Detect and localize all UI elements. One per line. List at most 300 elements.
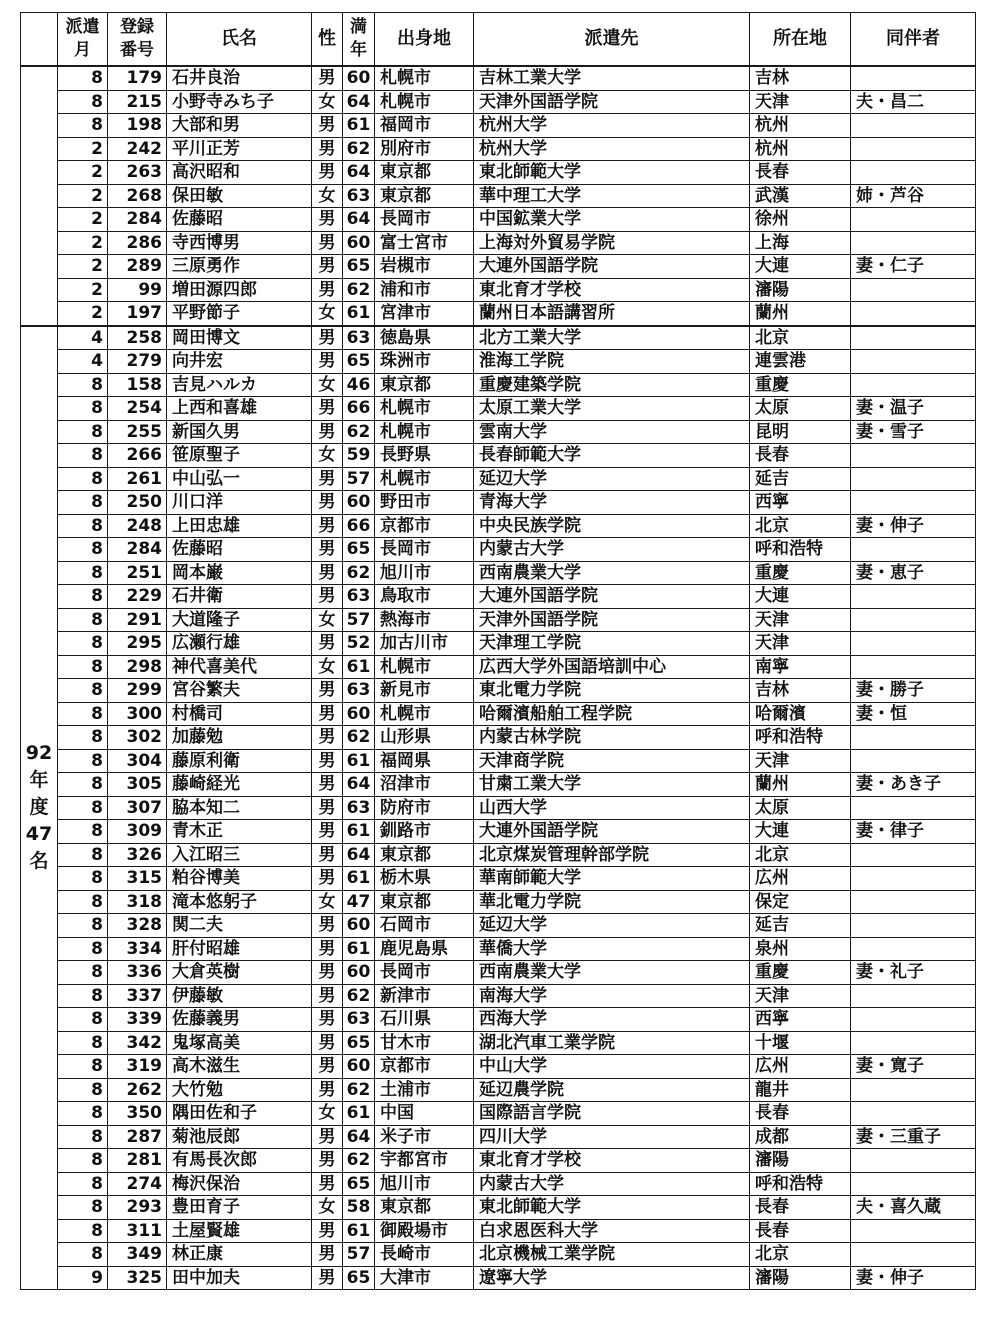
month-cell: 8: [58, 702, 108, 726]
month-cell: 8: [58, 373, 108, 397]
name-cell: 滝本悠躬子: [167, 890, 312, 914]
age-cell: 64: [343, 843, 375, 867]
age-cell: 57: [343, 608, 375, 632]
registration-number-cell: 268: [108, 184, 167, 208]
companion-cell: 妻・雪子: [851, 420, 976, 444]
age-cell: 47: [343, 890, 375, 914]
month-cell: 8: [58, 1196, 108, 1220]
name-cell: 広瀬行雄: [167, 632, 312, 656]
location-cell: 長春: [750, 1102, 851, 1126]
origin-cell: 新見市: [375, 679, 474, 703]
sex-cell: 男: [312, 231, 343, 255]
name-cell: 新国久男: [167, 420, 312, 444]
registration-number-cell: 262: [108, 1078, 167, 1102]
origin-cell: 沼津市: [375, 773, 474, 797]
age-cell: 63: [343, 184, 375, 208]
destination-cell: 延辺大学: [474, 467, 750, 491]
registration-number-cell: 319: [108, 1055, 167, 1079]
name-cell: 向井宏: [167, 350, 312, 374]
month-cell: 2: [58, 231, 108, 255]
name-cell: 保田敏: [167, 184, 312, 208]
sex-cell: 男: [312, 1219, 343, 1243]
destination-cell: 太原工業大学: [474, 397, 750, 421]
destination-cell: 北京機械工業学院: [474, 1243, 750, 1267]
origin-cell: 徳島県: [375, 326, 474, 350]
table-row: [21, 1102, 976, 1126]
location-cell: 西寧: [750, 491, 851, 515]
registration-number-cell: 248: [108, 514, 167, 538]
origin-cell: 札幌市: [375, 397, 474, 421]
registration-number-cell: 342: [108, 1031, 167, 1055]
companion-cell: 妻・勝子: [851, 679, 976, 703]
destination-cell: 大連外国語学院: [474, 820, 750, 844]
origin-cell: 宮津市: [375, 302, 474, 326]
header-age-line-1: 満: [350, 17, 367, 37]
table-row: [21, 1219, 976, 1243]
age-cell: 62: [343, 1078, 375, 1102]
age-cell: 46: [343, 373, 375, 397]
sex-cell: 男: [312, 1125, 343, 1149]
registration-number-cell: 315: [108, 867, 167, 891]
name-cell: 岡本巌: [167, 561, 312, 585]
origin-cell: 福岡市: [375, 114, 474, 138]
origin-cell: 珠洲市: [375, 350, 474, 374]
location-cell: 天津: [750, 984, 851, 1008]
sex-cell: 男: [312, 749, 343, 773]
month-cell: 8: [58, 914, 108, 938]
destination-cell: 上海対外貿易学院: [474, 231, 750, 255]
sex-cell: 男: [312, 350, 343, 374]
header-sex: 性: [312, 13, 343, 67]
location-cell: 瀋陽: [750, 278, 851, 302]
location-cell: 瀋陽: [750, 1149, 851, 1173]
sex-cell: 男: [312, 1008, 343, 1032]
month-cell: 8: [58, 961, 108, 985]
table-row: [21, 491, 976, 515]
location-cell: 龍井: [750, 1078, 851, 1102]
companion-cell: 妻・三重子: [851, 1125, 976, 1149]
month-cell: 2: [58, 278, 108, 302]
table-row: [21, 702, 976, 726]
name-cell: 上田忠雄: [167, 514, 312, 538]
name-cell: 吉見ハルカ: [167, 373, 312, 397]
month-cell: 2: [58, 184, 108, 208]
companion-cell: 妻・伸子: [851, 514, 976, 538]
registration-number-cell: 197: [108, 302, 167, 326]
table-row: [21, 1266, 976, 1290]
origin-cell: 加古川市: [375, 632, 474, 656]
origin-cell: 新津市: [375, 984, 474, 1008]
name-cell: 藤崎経光: [167, 773, 312, 797]
location-cell: 連雲港: [750, 350, 851, 374]
location-cell: 重慶: [750, 561, 851, 585]
origin-cell: 長野県: [375, 444, 474, 468]
month-cell: 8: [58, 843, 108, 867]
destination-cell: 山西大学: [474, 796, 750, 820]
location-cell: 南寧: [750, 655, 851, 679]
month-cell: 8: [58, 608, 108, 632]
header-destination: 派遣先: [474, 13, 750, 67]
month-cell: 8: [58, 1008, 108, 1032]
name-cell: 増田源四郎: [167, 278, 312, 302]
location-cell: 徐州: [750, 208, 851, 232]
month-cell: 8: [58, 114, 108, 138]
month-cell: 8: [58, 491, 108, 515]
age-cell: 62: [343, 561, 375, 585]
table-row: [21, 984, 976, 1008]
origin-cell: 野田市: [375, 491, 474, 515]
table-row: [21, 1125, 976, 1149]
registration-number-cell: 309: [108, 820, 167, 844]
month-cell: 8: [58, 420, 108, 444]
month-cell: 8: [58, 561, 108, 585]
age-cell: 57: [343, 467, 375, 491]
name-cell: 田中加夫: [167, 1266, 312, 1290]
location-cell: 呼和浩特: [750, 1172, 851, 1196]
sex-cell: 男: [312, 937, 343, 961]
table-row: [21, 161, 976, 185]
age-cell: 60: [343, 961, 375, 985]
name-cell: 宮谷繁夫: [167, 679, 312, 703]
name-cell: 村橋司: [167, 702, 312, 726]
month-cell: 8: [58, 66, 108, 90]
registration-number-cell: 336: [108, 961, 167, 985]
table-row: [21, 1172, 976, 1196]
destination-cell: 延辺農学院: [474, 1078, 750, 1102]
sex-cell: 男: [312, 278, 343, 302]
age-cell: 60: [343, 1055, 375, 1079]
location-cell: 北京: [750, 326, 851, 350]
table-row: [21, 255, 976, 279]
companion-cell: [851, 208, 976, 232]
location-cell: 長春: [750, 161, 851, 185]
destination-cell: 北方工業大学: [474, 326, 750, 350]
destination-cell: 哈爾濱船舶工程学院: [474, 702, 750, 726]
destination-cell: 杭州大学: [474, 114, 750, 138]
companion-cell: [851, 1219, 976, 1243]
location-cell: 昆明: [750, 420, 851, 444]
header-reg-no-line-2: 番号: [120, 40, 154, 60]
destination-cell: 天津理工学院: [474, 632, 750, 656]
registration-number-cell: 242: [108, 137, 167, 161]
location-cell: 武漢: [750, 184, 851, 208]
header-reg-no: [108, 13, 167, 67]
name-cell: 佐藤義男: [167, 1008, 312, 1032]
age-cell: 66: [343, 397, 375, 421]
age-cell: 60: [343, 914, 375, 938]
table-row: [21, 231, 976, 255]
companion-cell: 妻・寛子: [851, 1055, 976, 1079]
sex-cell: 男: [312, 208, 343, 232]
destination-cell: 華中理工大学: [474, 184, 750, 208]
destination-cell: 南海大学: [474, 984, 750, 1008]
registration-number-cell: 289: [108, 255, 167, 279]
sex-cell: 男: [312, 702, 343, 726]
table-row: [21, 326, 976, 350]
registration-number-cell: 99: [108, 278, 167, 302]
sex-cell: 女: [312, 444, 343, 468]
name-cell: 高沢昭和: [167, 161, 312, 185]
table-row: [21, 937, 976, 961]
origin-cell: 長岡市: [375, 538, 474, 562]
month-cell: 8: [58, 773, 108, 797]
month-cell: 8: [58, 1172, 108, 1196]
month-cell: 8: [58, 632, 108, 656]
origin-cell: 札幌市: [375, 66, 474, 90]
name-cell: 粕谷博美: [167, 867, 312, 891]
companion-cell: [851, 1031, 976, 1055]
destination-cell: 東北師範大学: [474, 1196, 750, 1220]
origin-cell: 札幌市: [375, 420, 474, 444]
name-cell: 加藤勉: [167, 726, 312, 750]
header-month-line-1: 派遣: [65, 17, 100, 37]
month-cell: 4: [58, 350, 108, 374]
location-cell: 大連: [750, 820, 851, 844]
name-cell: 梅沢保治: [167, 1172, 312, 1196]
location-cell: 広州: [750, 867, 851, 891]
age-cell: 61: [343, 867, 375, 891]
age-cell: 63: [343, 585, 375, 609]
sex-cell: 男: [312, 1266, 343, 1290]
location-cell: 重慶: [750, 373, 851, 397]
companion-cell: [851, 467, 976, 491]
location-cell: 長春: [750, 444, 851, 468]
destination-cell: 広西大学外国語培訓中心: [474, 655, 750, 679]
month-cell: 8: [58, 749, 108, 773]
companion-cell: [851, 1008, 976, 1032]
registration-number-cell: 179: [108, 66, 167, 90]
companion-cell: [851, 278, 976, 302]
origin-cell: 防府市: [375, 796, 474, 820]
name-cell: 藤原利衛: [167, 749, 312, 773]
companion-cell: [851, 1149, 976, 1173]
header-companion: 同伴者: [851, 13, 976, 67]
location-cell: 杭州: [750, 114, 851, 138]
location-cell: 北京: [750, 514, 851, 538]
companion-cell: 妻・律子: [851, 820, 976, 844]
sex-cell: 男: [312, 114, 343, 138]
companion-cell: [851, 608, 976, 632]
month-cell: 8: [58, 1102, 108, 1126]
location-cell: 北京: [750, 1243, 851, 1267]
location-cell: 蘭州: [750, 302, 851, 326]
sex-cell: 男: [312, 585, 343, 609]
name-cell: 大竹勉: [167, 1078, 312, 1102]
age-cell: 61: [343, 937, 375, 961]
destination-cell: 西海大学: [474, 1008, 750, 1032]
companion-cell: [851, 984, 976, 1008]
companion-cell: 姉・芦谷: [851, 184, 976, 208]
header-origin: 出身地: [375, 13, 474, 67]
table-row: [21, 208, 976, 232]
companion-cell: [851, 655, 976, 679]
name-cell: 脇本知二: [167, 796, 312, 820]
name-cell: 豊田育子: [167, 1196, 312, 1220]
companion-cell: 妻・仁子: [851, 255, 976, 279]
name-cell: 平野節子: [167, 302, 312, 326]
month-cell: 8: [58, 890, 108, 914]
name-cell: 三原勇作: [167, 255, 312, 279]
registration-number-cell: 305: [108, 773, 167, 797]
month-cell: 9: [58, 1266, 108, 1290]
origin-cell: 札幌市: [375, 90, 474, 114]
origin-cell: 米子市: [375, 1125, 474, 1149]
table-row: [21, 655, 976, 679]
origin-cell: 釧路市: [375, 820, 474, 844]
sex-cell: 男: [312, 773, 343, 797]
table-row: [21, 420, 976, 444]
table-row: [21, 397, 976, 421]
companion-cell: [851, 66, 976, 90]
origin-cell: 富士宮市: [375, 231, 474, 255]
destination-cell: 華南師範大学: [474, 867, 750, 891]
registration-number-cell: 311: [108, 1219, 167, 1243]
companion-cell: 妻・恒: [851, 702, 976, 726]
destination-cell: 内蒙古大学: [474, 538, 750, 562]
month-cell: 8: [58, 820, 108, 844]
month-cell: 8: [58, 585, 108, 609]
registration-number-cell: 337: [108, 984, 167, 1008]
sex-cell: 男: [312, 914, 343, 938]
table-row: [21, 114, 976, 138]
age-cell: 66: [343, 514, 375, 538]
location-cell: 瀋陽: [750, 1266, 851, 1290]
origin-cell: 石岡市: [375, 914, 474, 938]
table-row: [21, 749, 976, 773]
table-row: [21, 1196, 976, 1220]
name-cell: 土屋賢雄: [167, 1219, 312, 1243]
sex-cell: 女: [312, 90, 343, 114]
table-row: [21, 184, 976, 208]
table-row: [21, 867, 976, 891]
companion-cell: 妻・礼子: [851, 961, 976, 985]
destination-cell: 遼寧大学: [474, 1266, 750, 1290]
age-cell: 65: [343, 538, 375, 562]
origin-cell: 福岡県: [375, 749, 474, 773]
registration-number-cell: 286: [108, 231, 167, 255]
age-cell: 65: [343, 1266, 375, 1290]
month-cell: 2: [58, 302, 108, 326]
sex-cell: 女: [312, 1196, 343, 1220]
destination-cell: 華北電力学院: [474, 890, 750, 914]
name-cell: 笹原聖子: [167, 444, 312, 468]
month-cell: 8: [58, 726, 108, 750]
location-cell: 天津: [750, 90, 851, 114]
dispatch-roster-table: [20, 12, 976, 1290]
table-row: [21, 608, 976, 632]
location-cell: 十堰: [750, 1031, 851, 1055]
companion-cell: 夫・喜久蔵: [851, 1196, 976, 1220]
sex-cell: 男: [312, 679, 343, 703]
name-cell: 菊池辰郎: [167, 1125, 312, 1149]
origin-cell: 旭川市: [375, 1172, 474, 1196]
month-cell: 8: [58, 90, 108, 114]
origin-cell: 別府市: [375, 137, 474, 161]
sex-cell: 男: [312, 137, 343, 161]
name-cell: 伊藤敏: [167, 984, 312, 1008]
age-cell: 65: [343, 1172, 375, 1196]
origin-cell: 札幌市: [375, 702, 474, 726]
registration-number-cell: 349: [108, 1243, 167, 1267]
companion-cell: [851, 1078, 976, 1102]
name-cell: 佐藤昭: [167, 538, 312, 562]
registration-number-cell: 298: [108, 655, 167, 679]
companion-cell: [851, 231, 976, 255]
companion-cell: [851, 843, 976, 867]
registration-number-cell: 287: [108, 1125, 167, 1149]
age-cell: 63: [343, 326, 375, 350]
table-row: [21, 890, 976, 914]
sex-cell: 女: [312, 655, 343, 679]
table-row: [21, 843, 976, 867]
sex-cell: 男: [312, 867, 343, 891]
companion-cell: [851, 585, 976, 609]
location-cell: 成都: [750, 1125, 851, 1149]
name-cell: 石井衛: [167, 585, 312, 609]
month-cell: 2: [58, 208, 108, 232]
companion-cell: [851, 890, 976, 914]
destination-cell: 吉林工業大学: [474, 66, 750, 90]
location-cell: 延吉: [750, 914, 851, 938]
header-name: 氏名: [167, 13, 312, 67]
destination-cell: 天津外国語学院: [474, 90, 750, 114]
companion-cell: [851, 373, 976, 397]
origin-cell: 旭川市: [375, 561, 474, 585]
companion-cell: [851, 867, 976, 891]
sex-cell: 男: [312, 1055, 343, 1079]
table-row: [21, 561, 976, 585]
origin-cell: 浦和市: [375, 278, 474, 302]
sex-cell: 男: [312, 984, 343, 1008]
table-row: [21, 914, 976, 938]
sex-cell: 男: [312, 1149, 343, 1173]
location-cell: 天津: [750, 632, 851, 656]
destination-cell: 北京煤炭管理幹部学院: [474, 843, 750, 867]
destination-cell: 華僑大学: [474, 937, 750, 961]
group-cell-prior: [21, 66, 58, 326]
destination-cell: 西南農業大学: [474, 961, 750, 985]
location-cell: 哈爾濱: [750, 702, 851, 726]
destination-cell: 四川大学: [474, 1125, 750, 1149]
destination-cell: 大連外国語学院: [474, 585, 750, 609]
registration-number-cell: 284: [108, 538, 167, 562]
name-cell: 岡田博文: [167, 326, 312, 350]
destination-cell: 甘粛工業大学: [474, 773, 750, 797]
companion-cell: 妻・温子: [851, 397, 976, 421]
month-cell: 4: [58, 326, 108, 350]
location-cell: 大連: [750, 255, 851, 279]
group-cell-92-fiscal-year: [21, 326, 58, 1290]
age-cell: 64: [343, 773, 375, 797]
age-cell: 58: [343, 1196, 375, 1220]
origin-cell: 熱海市: [375, 608, 474, 632]
registration-number-cell: 266: [108, 444, 167, 468]
month-cell: 8: [58, 655, 108, 679]
registration-number-cell: 281: [108, 1149, 167, 1173]
location-cell: 吉林: [750, 679, 851, 703]
destination-cell: 内蒙古林学院: [474, 726, 750, 750]
table-row: [21, 1243, 976, 1267]
name-cell: 高木滋生: [167, 1055, 312, 1079]
table-row: [21, 444, 976, 468]
age-cell: 61: [343, 1219, 375, 1243]
destination-cell: 東北育才学校: [474, 1149, 750, 1173]
origin-cell: 山形県: [375, 726, 474, 750]
sex-cell: 男: [312, 726, 343, 750]
sex-cell: 男: [312, 66, 343, 90]
companion-cell: 妻・恵子: [851, 561, 976, 585]
month-cell: 8: [58, 984, 108, 1008]
